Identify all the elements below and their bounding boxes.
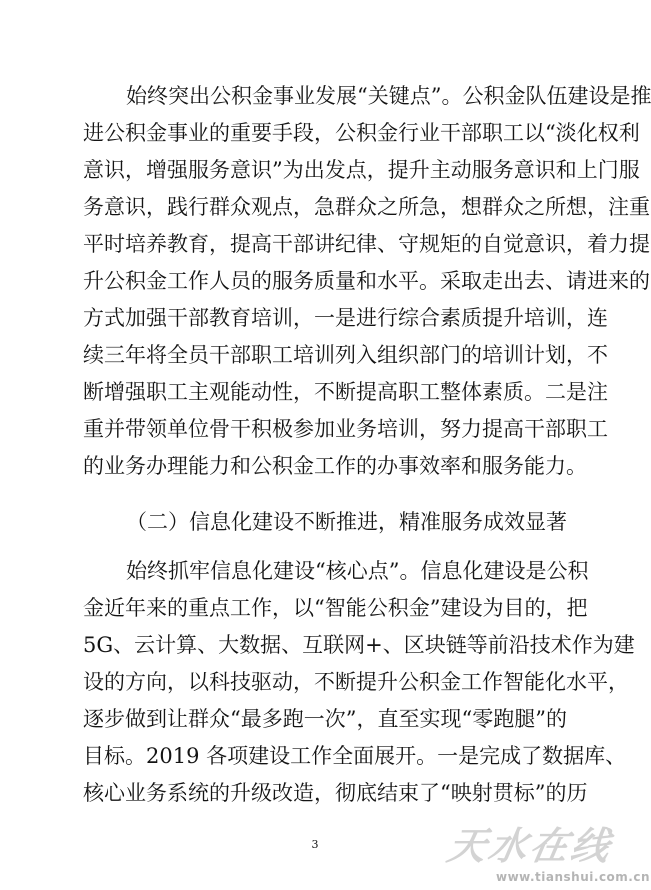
paragraph-line: 目标。2019 各项建设工作全面展开。一是完成了数据库、	[83, 744, 627, 768]
paragraph-line: 的业务办理能力和公积金工作的办事效率和服务能力。	[83, 454, 587, 478]
paragraph-line: 升公积金工作人员的服务质量和水平。采取走出去、请进来的	[83, 269, 650, 293]
paragraph-line: 平时培养教育，提高干部讲纪律、守规矩的自觉意识，着力提	[83, 232, 650, 256]
paragraph-line: 意识，增强服务意识”为出发点，提升主动服务意识和上门服	[83, 158, 640, 182]
paragraph-line: 金近年来的重点工作，以“智能公积金”建设为目的，把	[83, 596, 588, 620]
paragraph-line: 务意识，践行群众观点，急群众之所急，想群众之所想，注重	[83, 195, 650, 219]
page-number: 3	[311, 838, 319, 851]
paragraph-line: 重并带领单位骨干积极参加业务培训，努力提高干部职工	[83, 417, 608, 441]
watermark-text: 天水在线	[444, 824, 616, 868]
paragraph-line: 5G、云计算、大数据、互联网+、区块链等前沿技术作为建	[83, 633, 635, 657]
watermark-logo	[440, 822, 651, 890]
paragraph-line: 续三年将全员干部职工培训列入组织部门的培训计划，不	[83, 343, 608, 367]
paragraph-line: 始终抓牢信息化建设“核心点”。信息化建设是公积	[126, 559, 589, 583]
watermark-url: www.tianshui.com.cn	[496, 870, 651, 884]
paragraph-line: 方式加强干部教育培训，一是进行综合素质提升培训，连	[83, 306, 608, 330]
section-heading: （二）信息化建设不断推进，精准服务成效显著	[126, 510, 567, 534]
paragraph-line: 断增强职工主观能动性，不断提高职工整体素质。二是注	[83, 380, 608, 404]
paragraph-line: 设的方向，以科技驱动，不断提升公积金工作智能化水平，	[83, 670, 629, 694]
paragraph-line: 进公积金事业的重要手段，公积金行业干部职工以“淡化权利	[83, 121, 640, 145]
paragraph-line: 始终突出公积金事业发展“关键点”。公积金队伍建设是推	[126, 84, 651, 108]
paragraph-line: 核心业务系统的升级改造，彻底结束了“映射贯标”的历	[83, 781, 588, 805]
paragraph-line: 逐步做到让群众“最多跑一次”，直至实现“零跑腿”的	[83, 707, 567, 731]
